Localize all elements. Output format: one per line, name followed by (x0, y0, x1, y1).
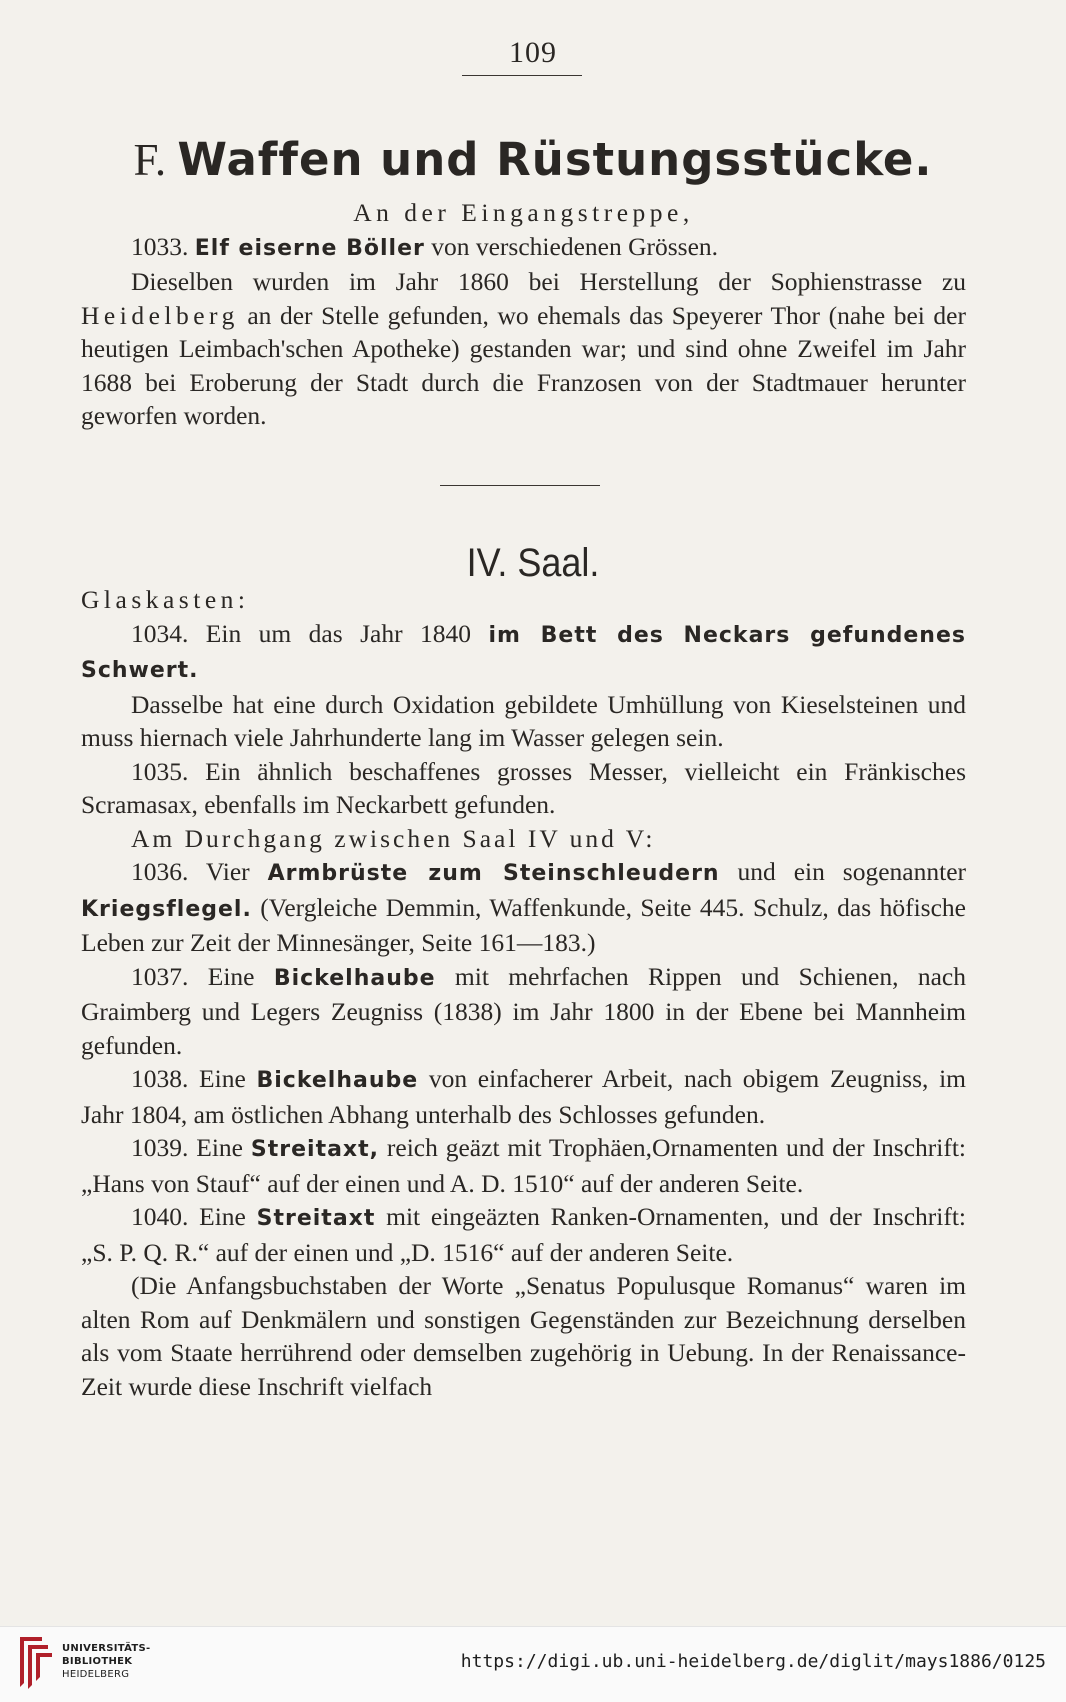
entry-text: mit eingeäzten Ranken-Ornamenten, und der Inschrift: „S. P. Q. R.“ auf der einen und „D. 1516“ auf der anderen Seite. (81, 1202, 966, 1267)
library-name-line: HEIDELBERG (62, 1669, 130, 1680)
entry-text: Eine (188, 961, 274, 991)
note-paragraph: (Die Anfangsbuchstaben der Worte „Senatus Populusque Romanus“ waren im alten Rom auf Denkmälern und sonstigen Gegenständen zur Bezeichnung derselben als vom Staate herrührend oder demselben zugehörig in Uebung. In der Renaissance-Zeit wurde diese Inschrift vielfach (81, 1271, 966, 1401)
entry-1039 (81, 1131, 966, 1200)
section-divider (440, 485, 600, 486)
entry-number: 1036. (131, 857, 189, 886)
entry-bold: Elf eiserne Böller (194, 235, 425, 261)
hall-title: IV. Saal. (466, 541, 600, 585)
entry-number: 1033. (131, 231, 189, 261)
entry-bold: Kriegsflegel. (81, 896, 252, 922)
permalink-url[interactable]: https://digi.ub.uni-heidelberg.de/diglit/mays1886/0125 (460, 1651, 1046, 1672)
entry-number: 1037. (131, 961, 189, 991)
university-library-logo-icon[interactable] (12, 1633, 56, 1691)
entry-1033 (81, 230, 966, 266)
entry-text: und ein sogenannter (719, 857, 967, 886)
section-title-text: Waffen und Rüstungsstücke. (177, 133, 933, 186)
location-glaskasten: Glaskasten: (81, 585, 250, 614)
text-block-2 (81, 583, 966, 1403)
entry-text: Eine (188, 1202, 257, 1231)
entry-text: Ein ähnlich beschaffenes grosses Messer, vielleicht ein Fränkisches Scramasax, ebenfalls im Neckarbett gefunden. (81, 756, 966, 819)
entry-number: 1040. (131, 1202, 189, 1231)
entry-number: 1039. (131, 1133, 189, 1162)
entry-text: Vier (188, 857, 268, 886)
entry-bold: Armbrüste zum Steinschleudern (267, 861, 720, 886)
desc-1033 (81, 265, 966, 433)
location-eingangstreppe: An der Eingangstreppe, (353, 198, 694, 227)
entry-text: (Vergleiche Demmin, Waffenkunde, Seite 445. Schulz, das höfische Leben zur Zeit der Minnesänger, Seite 161—183.) (81, 892, 966, 957)
page-number-rule (462, 75, 582, 76)
entry-bold: Streitaxt (256, 1206, 376, 1231)
entry-number: 1035. (131, 756, 189, 786)
page-number: 109 (509, 36, 557, 69)
entry-1037 (81, 960, 966, 1063)
entry-text: von verschiedenen Grössen. (424, 231, 719, 261)
library-name-line: UNIVERSITÄTS- (62, 1643, 151, 1654)
entry-number: 1034. (131, 618, 189, 648)
entry-text: Ein um das Jahr 1840 (188, 618, 489, 648)
location-durchgang: Am Durchgang zwischen Saal IV und V: (131, 823, 656, 853)
entry-bold: Bickelhaube (256, 1068, 419, 1093)
library-name[interactable] (62, 1642, 151, 1681)
text-block-1 (81, 196, 966, 433)
entry-1034 (81, 617, 966, 688)
desc-spaced-word: Heidelberg (81, 300, 239, 330)
entry-text: Eine (188, 1064, 257, 1093)
entry-bold: Streitaxt, (250, 1137, 379, 1162)
entry-bold: im Bett des Neckars gefundenes Schwert. (81, 622, 966, 683)
entry-1036 (81, 855, 966, 960)
entry-number: 1038. (131, 1064, 189, 1093)
entry-1035 (81, 755, 966, 822)
entry-1038 (81, 1062, 966, 1131)
desc-1034: Dasselbe hat eine durch Oxidation gebildete Umhüllung von Kieselsteinen und muss hiernach viele Jahrhunderte lang im Wasser gelegen sein. (81, 689, 966, 752)
footer-bar (0, 1626, 1066, 1702)
entry-text: mit mehrfachen Rippen und Schienen, nach Graimberg und Legers Zeugniss (1838) im Jahr 1800 in der Ebene bei Mannheim gefunden. (81, 961, 966, 1060)
section-letter: F. (133, 135, 167, 185)
entry-text: reich geäzt mit Trophäen,Ornamenten und der Inschrift: „Hans von Stauf“ auf der einen und A. D. 1510“ auf der anderen Seite. (81, 1133, 966, 1198)
desc-part2: an der Stelle gefunden, wo ehemals das Speyerer Thor (nahe bei der heutigen Leimbach'schen Apotheke) gestanden war; und sind ohne Zweifel im Jahr 1688 bei Eroberung der Stadt durch die Franzosen von der Stadtmauer herunter geworfen worden. (81, 300, 966, 430)
section-title (0, 132, 1066, 188)
desc-part1: Dieselben wurden im Jahr 1860 bei Herstellung der Sophienstrasse zu (131, 267, 966, 296)
library-name-line: BIBLIOTHEK (62, 1656, 133, 1667)
entry-1040 (81, 1200, 966, 1269)
entry-text: von einfacherer Arbeit, nach obigem Zeugniss, im Jahr 1804, am östlichen Abhang unterhalb des Schlosses gefunden. (81, 1064, 966, 1129)
entry-text: Eine (188, 1133, 251, 1162)
entry-bold: Bickelhaube (273, 965, 436, 991)
